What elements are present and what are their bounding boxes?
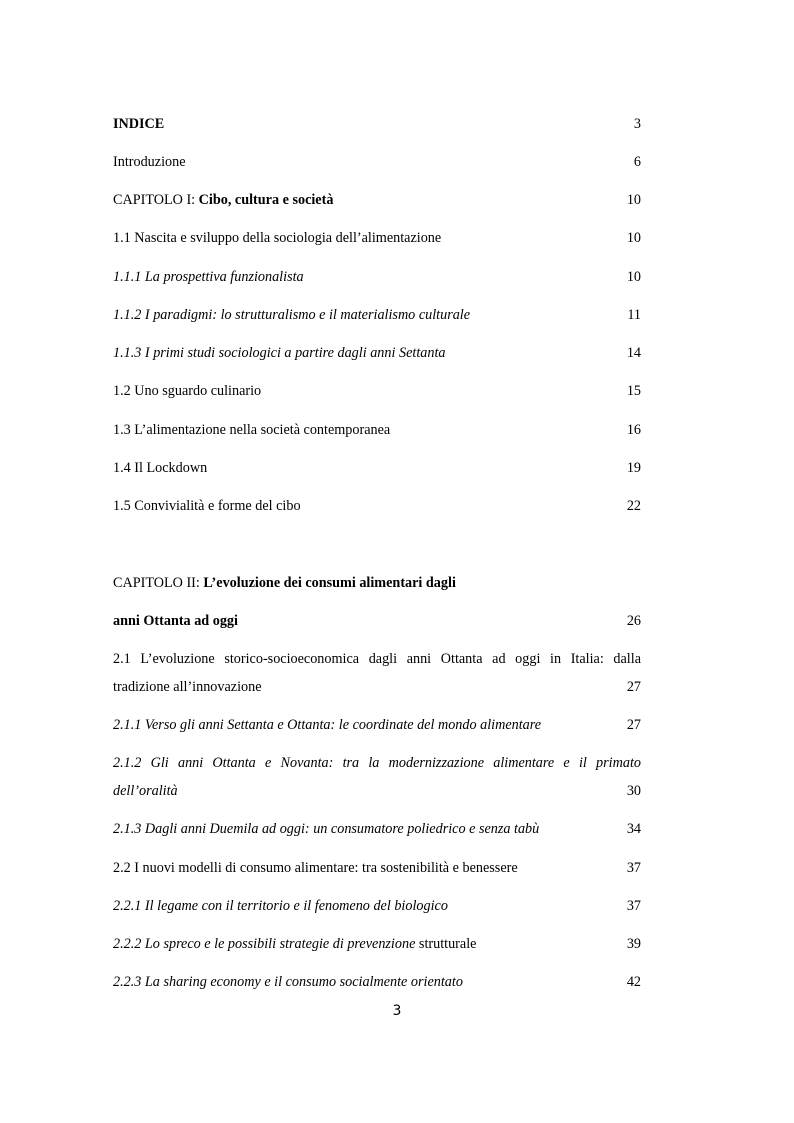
toc-entry-capitolo-1 bbox=[113, 190, 641, 210]
toc-entry-1-1-1 bbox=[113, 267, 641, 287]
toc-entry-title: 1.5 Convivialità e forme del cibo bbox=[113, 498, 301, 514]
toc-entry-1-2 bbox=[113, 381, 641, 401]
toc-entry-1-1-2 bbox=[113, 305, 641, 325]
toc-page-number: 10 bbox=[626, 230, 641, 246]
toc-entry-title: 1.1 Nascita e sviluppo della sociologia dell’alimentazione bbox=[113, 230, 442, 246]
toc-page-number: 19 bbox=[626, 460, 641, 476]
chapter-title bbox=[113, 573, 456, 593]
toc-entry-2-2-2 bbox=[113, 934, 641, 954]
chapter-title bbox=[113, 190, 333, 210]
toc-entry-title: Introduzione bbox=[113, 154, 186, 170]
toc-entry-2-2-3 bbox=[113, 972, 641, 992]
toc-entry-title: 1.1.3 I primi studi sociologici a partire dagli anni Settanta bbox=[113, 345, 446, 361]
toc-page-number: 6 bbox=[633, 154, 641, 170]
toc-page-number: 27 bbox=[626, 679, 641, 695]
toc-entry-2-2 bbox=[113, 858, 641, 878]
toc-entry-title: 2.2 I nuovi modelli di consumo alimentare: tra sostenibilità e benessere bbox=[113, 860, 518, 876]
toc-entry-2-1-cont bbox=[113, 677, 641, 697]
chapter-name-cont: anni Ottanta ad oggi bbox=[113, 613, 238, 629]
toc-entry-1-4 bbox=[113, 458, 641, 478]
toc-entry-title: 2.1.3 Dagli anni Duemila ad oggi: un consumatore poliedrico e senza tabù bbox=[113, 821, 540, 837]
toc-page-number: 22 bbox=[626, 498, 641, 514]
toc-page-number: 27 bbox=[626, 717, 641, 733]
toc-entry-title-italic: 2.2.2 Lo spreco e le possibili strategie di prevenzione bbox=[113, 936, 416, 952]
toc-entry-title: 2.2.3 La sharing economy e il consumo socialmente orientato bbox=[113, 974, 463, 990]
toc-heading: INDICE bbox=[113, 116, 165, 132]
toc-page-number: 30 bbox=[626, 783, 641, 799]
toc-entry-2-1-2 bbox=[113, 753, 641, 773]
toc-page-number: 10 bbox=[626, 192, 641, 208]
toc-entry-2-1-2-cont bbox=[113, 781, 641, 801]
toc-entry-2-1-3 bbox=[113, 819, 641, 839]
toc-entry-2-1-1 bbox=[113, 715, 641, 735]
page-footer-number: 3 bbox=[392, 1003, 402, 1019]
toc-entry-title: 1.1.1 La prospettiva funzionalista bbox=[113, 269, 304, 285]
toc-entry-title-cont: tradizione all’innovazione bbox=[113, 679, 262, 695]
toc-entry-2-2-1 bbox=[113, 896, 641, 916]
chapter-prefix: CAPITOLO I: bbox=[113, 192, 199, 208]
toc-page-number: 37 bbox=[626, 860, 641, 876]
toc-entry-title: 2.1.2 Gli anni Ottanta e Novanta: tra la modernizzazione alimentare e il primato bbox=[113, 755, 641, 771]
toc-page-number: 14 bbox=[626, 345, 641, 361]
toc-entry-title: 1.2 Uno sguardo culinario bbox=[113, 383, 262, 399]
toc-entry-1-1-3 bbox=[113, 343, 641, 363]
toc-entry-title-cont: dell’oralità bbox=[113, 783, 178, 799]
toc-entry-title: 1.3 L’alimentazione nella società contemporanea bbox=[113, 422, 391, 438]
toc-page-number: 11 bbox=[627, 307, 641, 323]
toc-page-number: 10 bbox=[626, 269, 641, 285]
toc-entry-title: 2.1.1 Verso gli anni Settanta e Ottanta: le coordinate del mondo alimentare bbox=[113, 717, 542, 733]
toc-page-number: 15 bbox=[626, 383, 641, 399]
toc-entry-title: 1.4 Il Lockdown bbox=[113, 460, 208, 476]
chapter-prefix: CAPITOLO II: bbox=[113, 575, 204, 591]
chapter-name: L’evoluzione dei consumi alimentari dagli bbox=[203, 575, 456, 591]
toc-page-number: 26 bbox=[626, 613, 641, 629]
toc-entry-title: 2.2.1 Il legame con il territorio e il fenomeno del biologico bbox=[113, 898, 448, 914]
toc-entry-capitolo-2-cont bbox=[113, 611, 641, 631]
toc-entry-introduzione bbox=[113, 152, 641, 172]
chapter-name: Cibo, cultura e società bbox=[198, 192, 334, 208]
toc-entry-1-1 bbox=[113, 228, 641, 248]
toc-entry-capitolo-2 bbox=[113, 573, 641, 593]
toc-page-number: 16 bbox=[626, 422, 641, 438]
toc-entry-title bbox=[113, 934, 476, 954]
toc-page-number: 34 bbox=[626, 821, 641, 837]
toc-page-number: 42 bbox=[626, 974, 641, 990]
toc-entry-1-5 bbox=[113, 496, 641, 516]
toc-entry-1-3 bbox=[113, 420, 641, 440]
toc-entry-title-rest: strutturale bbox=[415, 936, 477, 952]
toc-page-number: 3 bbox=[633, 116, 641, 132]
toc-entry-2-1 bbox=[113, 649, 641, 669]
toc-entry-title: 2.1 L’evoluzione storico-socioeconomica dagli anni Ottanta ad oggi in Italia: dalla bbox=[113, 651, 641, 667]
toc-page-number: 37 bbox=[626, 898, 641, 914]
toc-page-number: 39 bbox=[626, 936, 641, 952]
toc-entry-indice bbox=[113, 114, 641, 134]
toc-entry-title: 1.1.2 I paradigmi: lo strutturalismo e il materialismo culturale bbox=[113, 307, 471, 323]
